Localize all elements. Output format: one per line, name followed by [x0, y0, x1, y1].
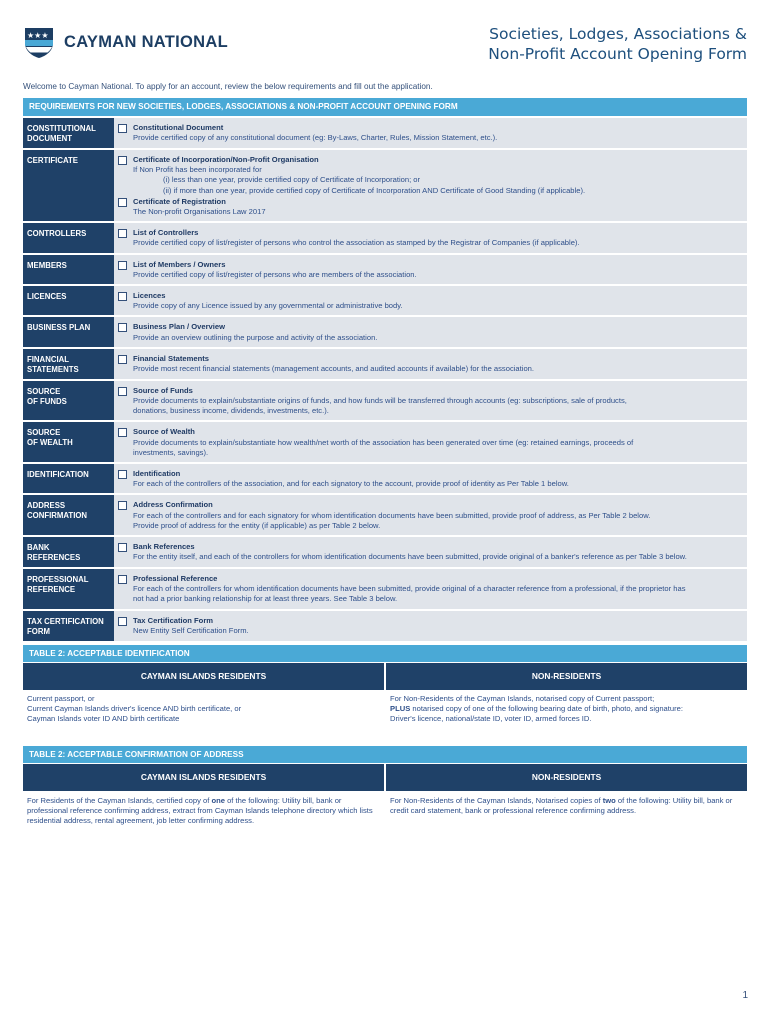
non-residents-address-pre: For Non-Residents of the Cayman Islands, Notarised copies of	[390, 796, 603, 805]
title-line-1: Societies, Lodges, Associations &	[489, 25, 747, 43]
requirement-row	[23, 381, 747, 421]
requirement-item	[118, 260, 741, 280]
requirement-row	[23, 150, 747, 221]
requirement-label: PROFESSIONAL REFERENCE	[23, 569, 114, 609]
requirement-content	[114, 223, 747, 252]
table-address-row	[23, 792, 747, 831]
requirement-title: Certificate of Registration	[133, 196, 226, 206]
requirement-checkbox[interactable]	[118, 229, 127, 238]
requirement-item	[118, 123, 741, 143]
requirement-row	[23, 286, 747, 315]
requirement-text: Provide documents to explain/substantiate how wealth/net worth of the association has been generated over time (eg: retained earnings, proceeds of	[133, 437, 634, 447]
requirement-content	[114, 286, 747, 315]
requirement-item-body	[133, 197, 266, 217]
requirement-item-body	[133, 500, 650, 531]
requirement-item	[118, 197, 741, 217]
requirement-text: donations, business income, dividends, investments, etc.).	[133, 406, 329, 416]
requirement-item-body	[133, 260, 417, 280]
requirement-text: not had a prior banking relationship for at least three years. See Table 3 below.	[133, 594, 398, 604]
requirement-title: Licences	[133, 291, 166, 301]
requirement-checkbox[interactable]	[118, 470, 127, 479]
requirement-item	[118, 574, 741, 605]
requirement-content	[114, 118, 747, 148]
requirement-row	[23, 537, 747, 567]
requirement-text: investments, savings).	[133, 447, 209, 457]
requirement-item	[118, 469, 741, 489]
residents-address-text	[23, 792, 384, 831]
requirement-content	[114, 317, 747, 346]
requirement-title: Identification	[133, 469, 181, 479]
requirement-checkbox[interactable]	[118, 355, 127, 364]
non-residents-id-line3: Driver's licence, national/state ID, voter ID, armed forces ID.	[390, 714, 592, 724]
table-identification-row	[23, 690, 747, 729]
table-address-heading: TABLE 2: ACCEPTABLE CONFIRMATION OF ADDRESS	[23, 746, 747, 763]
requirement-label: SOURCE OF FUNDS	[23, 381, 114, 421]
requirement-label: CONSTITUTIONAL DOCUMENT	[23, 118, 114, 148]
requirement-content	[114, 150, 747, 221]
requirement-content	[114, 464, 747, 493]
requirement-text: Provide certified copy of list/register of persons who are members of the association.	[133, 269, 417, 279]
requirement-text: Provide proof of address for the entity (if applicable) as per Table 2 below.	[133, 520, 381, 530]
col-residents: CAYMAN ISLANDS RESIDENTS	[23, 764, 384, 791]
requirement-label: IDENTIFICATION	[23, 464, 114, 493]
requirement-checkbox[interactable]	[118, 575, 127, 584]
requirement-item-body	[133, 291, 403, 311]
requirement-item-body	[133, 123, 497, 143]
requirement-title: Bank References	[133, 542, 195, 552]
requirement-text: Provide certified copy of any constitutional document (eg: By-Laws, Charter, Rules, Mission Statement, etc.).	[133, 133, 498, 143]
requirement-item	[118, 354, 741, 374]
brand-name: CAYMAN NATIONAL	[64, 32, 228, 51]
page-title	[488, 24, 747, 64]
requirement-label: ADDRESS CONFIRMATION	[23, 495, 114, 535]
requirement-text: The Non-profit Organisations Law 2017	[133, 207, 266, 217]
requirement-subtext: (ii) if more than one year, provide certified copy of Certificate of Incorporation AND Certificate of Good Standing (if applicable).	[163, 185, 586, 195]
requirement-label: FINANCIAL STATEMENTS	[23, 349, 114, 379]
requirement-checkbox[interactable]	[118, 387, 127, 396]
requirement-title: Certificate of Incorporation/Non-Profit Organisation	[133, 155, 319, 164]
requirement-checkbox[interactable]	[118, 428, 127, 437]
requirement-title: List of Controllers	[133, 228, 199, 238]
requirement-checkbox[interactable]	[118, 261, 127, 270]
requirement-content	[114, 381, 747, 421]
non-residents-id-line2: notarised copy of one of the following bearing date of birth, photo, and signature:	[410, 704, 683, 714]
requirement-title: Tax Certification Form	[133, 615, 214, 625]
requirement-label: SOURCE OF WEALTH	[23, 422, 114, 462]
table-address-columns	[23, 764, 747, 791]
requirement-row	[23, 422, 747, 462]
requirements-table	[23, 118, 747, 643]
requirement-title: Professional Reference	[133, 574, 218, 584]
requirement-item	[118, 542, 741, 562]
requirement-item-body	[133, 155, 585, 196]
page-number: 1	[742, 990, 748, 1001]
table-identification-columns	[23, 663, 747, 690]
requirement-label: BANK REFERENCES	[23, 537, 114, 567]
requirement-text: New Entity Self Certification Form.	[133, 625, 249, 635]
requirement-item	[118, 322, 741, 342]
requirement-label: CERTIFICATE	[23, 150, 114, 221]
non-residents-id-text	[386, 690, 747, 729]
requirement-label: CONTROLLERS	[23, 223, 114, 252]
requirement-label: MEMBERS	[23, 255, 114, 284]
non-residents-address-bold: two	[602, 796, 616, 805]
requirement-row	[23, 223, 747, 252]
requirement-item	[118, 427, 741, 458]
shield-logo-icon	[22, 25, 56, 59]
requirement-row	[23, 118, 747, 148]
requirement-row	[23, 569, 747, 609]
requirement-item-body	[133, 386, 627, 417]
requirement-item	[118, 228, 741, 248]
requirement-title: List of Members / Owners	[133, 259, 226, 269]
requirement-checkbox[interactable]	[118, 323, 127, 332]
requirement-item-body	[133, 228, 580, 248]
requirements-heading: REQUIREMENTS FOR NEW SOCIETIES, LODGES, ASSOCIATIONS & NON-PROFIT ACCOUNT OPENING FORM	[23, 98, 747, 116]
requirement-text: Provide most recent financial statements (management accounts, and audited accounts if available) for the association.	[133, 364, 535, 374]
svg-text:★★★: ★★★	[27, 31, 49, 40]
requirement-text: For the entity itself, and each of the controllers for whom identification documents have been submitted, provide original of a banker's reference as per Table 3 below.	[133, 552, 687, 562]
requirement-checkbox[interactable]	[118, 543, 127, 552]
requirement-item	[118, 386, 741, 417]
requirement-row	[23, 611, 747, 641]
requirement-label: TAX CERTIFICATION FORM	[23, 611, 114, 641]
requirement-item-body	[133, 427, 633, 458]
requirement-item-body	[133, 616, 249, 636]
requirement-label: BUSINESS PLAN	[23, 317, 114, 346]
requirement-content	[114, 495, 747, 535]
requirement-item-body	[133, 354, 534, 374]
residents-address-pre: For Residents of the Cayman Islands, certified copy of	[27, 796, 212, 805]
plus-label: PLUS	[390, 704, 411, 714]
requirement-item	[118, 616, 741, 636]
requirement-checkbox[interactable]	[118, 617, 127, 626]
requirement-item-body	[133, 574, 686, 605]
requirement-title: Address Confirmation	[133, 500, 213, 510]
requirement-row	[23, 464, 747, 493]
col-non-residents: NON-RESIDENTS	[386, 764, 747, 791]
table-identification-heading: TABLE 2: ACCEPTABLE IDENTIFICATION	[23, 645, 747, 662]
requirement-content	[114, 349, 747, 379]
requirement-row	[23, 255, 747, 284]
requirement-text: Provide copy of any Licence issued by any governmental or administrative body.	[133, 301, 403, 311]
requirement-title: Financial Statements	[133, 353, 209, 363]
requirement-title: Source of Funds	[133, 385, 193, 395]
non-residents-address-post: of the following: Utility bill, bank or credit card statement, bank or professional reference confirming address.	[390, 796, 733, 816]
requirement-text: Provide certified copy of list/register of persons who control the association as stamped by the Registrar of Companies (if applicable).	[133, 238, 580, 248]
requirement-title: Constitutional Document	[133, 123, 224, 132]
requirement-checkbox[interactable]	[118, 501, 127, 510]
requirement-text: For each of the controllers of the association, and for each signatory to the account, provide proof of identity as Per Table 1 below.	[133, 479, 569, 489]
requirement-item-body	[133, 322, 377, 342]
requirement-content	[114, 537, 747, 567]
requirement-content	[114, 422, 747, 462]
residents-address-bold: one	[211, 796, 225, 805]
requirement-content	[114, 569, 747, 609]
residents-id-text: Current passport, or Current Cayman Islands driver's licence AND birth certificate, or Cayman Islands voter ID AND birth certificate	[27, 694, 242, 724]
non-residents-address-text	[386, 792, 747, 831]
requirement-row	[23, 495, 747, 535]
welcome-text: Welcome to Cayman National. To apply for an account, review the below requirements and fill out the application.	[23, 82, 433, 91]
requirement-title: Business Plan / Overview	[133, 322, 226, 332]
requirement-checkbox[interactable]	[118, 124, 127, 133]
requirement-item-body	[133, 469, 569, 489]
title-line-2: Non-Profit Account Opening Form	[488, 45, 747, 63]
requirement-row	[23, 349, 747, 379]
non-residents-id-line1: For Non-Residents of the Cayman Islands, notarised copy of Current passport;	[390, 694, 655, 703]
requirement-item	[118, 155, 741, 196]
requirement-row	[23, 317, 747, 346]
requirement-text: Provide documents to explain/substantiate origins of funds, and how funds will be transferred through accounts (eg: subscriptions, sale of products,	[133, 396, 627, 406]
requirement-title: Source of Wealth	[133, 427, 195, 437]
logo	[22, 25, 228, 59]
requirement-text: For each of the controllers and for each signatory for whom identification documents have been submitted, provide proof of address, as Per Table 2 below.	[133, 510, 651, 520]
residents-address-post: of the following: Utility bill, bank or professional reference confirming address, extract from Cayman Islands telephone directory which lists residential address, rental agreement, job letter confirming address.	[27, 796, 373, 826]
requirement-text: If Non Profit has been incorporated for	[133, 165, 262, 175]
requirement-item	[118, 291, 741, 311]
requirement-checkbox[interactable]	[118, 292, 127, 301]
requirement-checkbox[interactable]	[118, 156, 127, 165]
requirement-content	[114, 255, 747, 284]
requirement-text: For each of the controllers for whom identification documents have been submitted, provide original of a character reference from a professional, if the proprietor has	[133, 584, 686, 594]
requirement-item-body	[133, 542, 687, 562]
col-non-residents: NON-RESIDENTS	[386, 663, 747, 690]
requirement-text: Provide an overview outlining the purpose and activity of the association.	[133, 332, 378, 342]
col-residents: CAYMAN ISLANDS RESIDENTS	[23, 663, 384, 690]
requirement-label: LICENCES	[23, 286, 114, 315]
requirement-content	[114, 611, 747, 641]
requirement-item	[118, 500, 741, 531]
requirement-subtext: (i) less than one year, provide certified copy of Certificate of Incorporation; or	[163, 175, 421, 185]
requirement-checkbox[interactable]	[118, 198, 127, 207]
